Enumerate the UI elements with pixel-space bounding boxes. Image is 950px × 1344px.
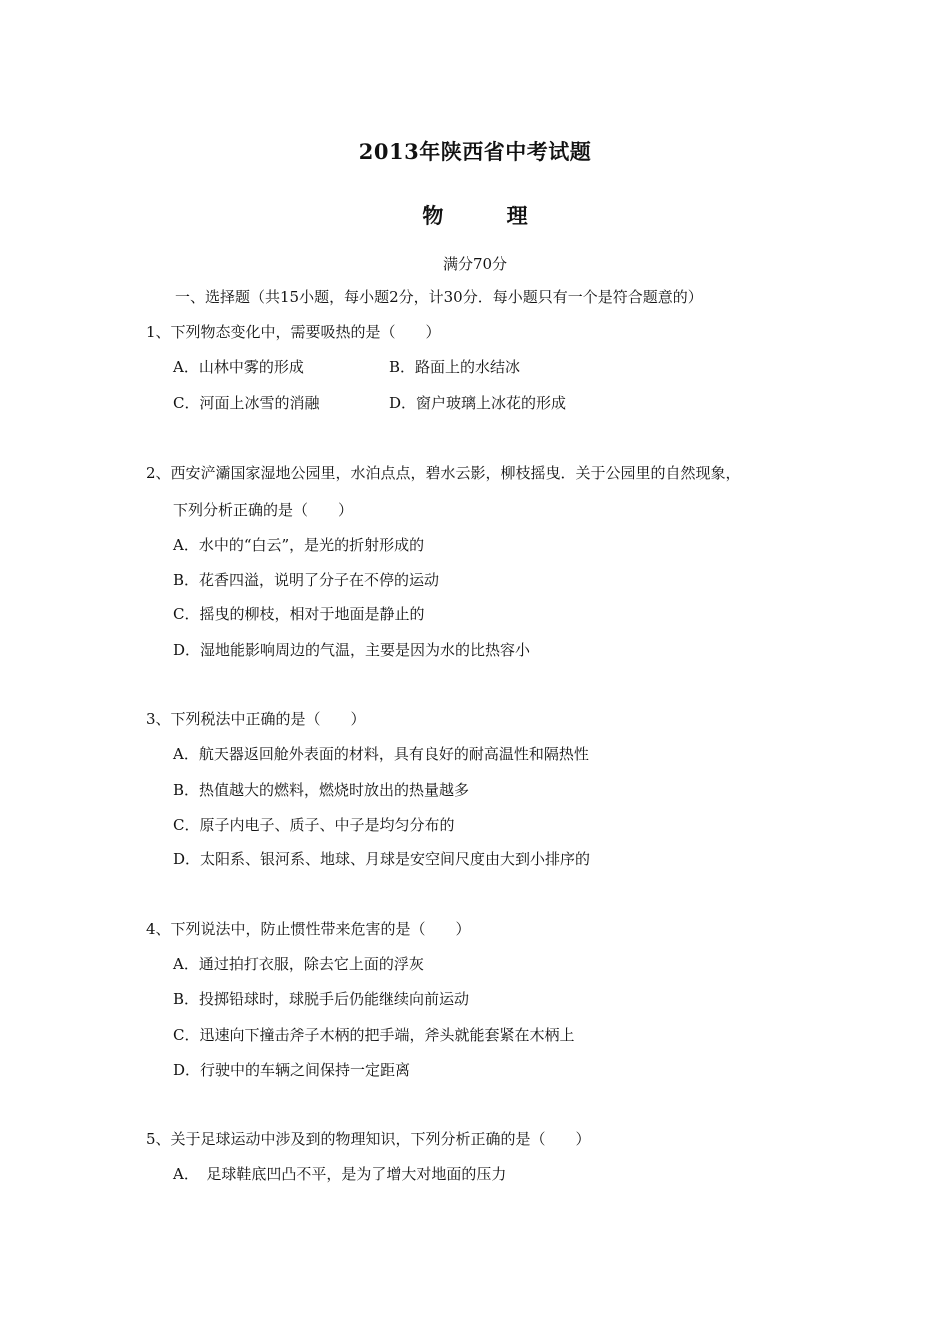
question-2-option-b: B．花香四溢，说明了分子在不停的运动 xyxy=(173,571,440,589)
question-3-option-b: B．热值越大的燃料，燃烧时放出的热量越多 xyxy=(173,781,470,799)
question-3-stem: 3、下列税法中正确的是（ ） xyxy=(146,710,366,728)
question-3-option-c: C．原子内电子、质子、中子是均匀分布的 xyxy=(173,816,455,834)
question-4-option-b: B．投掷铅球时，球脱手后仍能继续向前运动 xyxy=(173,990,470,1008)
question-2-option-c: C．摇曳的柳枝，相对于地面是静止的 xyxy=(173,605,425,623)
question-4-stem: 4、下列说法中，防止惯性带来危害的是（ ） xyxy=(146,920,471,938)
question-3-option-d: D．太阳系、银河系、地球、月球是安空间尺度由大到小排序的 xyxy=(173,850,591,868)
question-2-stem: 2、西安浐灞国家湿地公园里，水泊点点，碧水云影，柳枝摇曳．关于公园里的自然现象， xyxy=(146,464,741,482)
section-heading: 一、选择题（共15小题，每小题2分，计30分．每小题只有一个是符合题意的） xyxy=(175,288,703,306)
question-4-option-a: A．通过拍打衣服，除去它上面的浮灰 xyxy=(173,955,424,973)
question-5-option-a: A． 足球鞋底凹凸不平，是为了增大对地面的压力 xyxy=(173,1165,507,1183)
question-1-stem: 1、下列物态变化中，需要吸热的是（ ） xyxy=(146,323,441,341)
question-1-option-a: A．山林中雾的形成 xyxy=(173,358,304,376)
question-4-option-c: C．迅速向下撞击斧子木柄的把手端，斧头就能套紧在木柄上 xyxy=(173,1026,575,1044)
page-title: 2013年陕西省中考试题 xyxy=(358,139,592,164)
full-score: 满分70分 xyxy=(442,255,508,273)
question-3-option-a: A．航天器返回舱外表面的材料，具有良好的耐高温性和隔热性 xyxy=(173,745,589,763)
question-2-stem-continued: 下列分析正确的是（ ） xyxy=(173,501,354,519)
question-4-option-d: D．行驶中的车辆之间保持一定距离 xyxy=(173,1061,411,1079)
question-2-option-d: D．湿地能影响周边的气温，主要是因为水的比热容小 xyxy=(173,641,531,659)
question-1-option-b: B．路面上的水结冰 xyxy=(389,358,521,376)
question-1-option-c: C．河面上冰雪的消融 xyxy=(173,394,320,412)
question-1-option-d: D．窗户玻璃上冰花的形成 xyxy=(389,394,567,412)
question-2-option-a: A．水中的“白云”，是光的折射形成的 xyxy=(173,536,425,554)
question-5-stem: 5、关于足球运动中涉及到的物理知识，下列分析正确的是（ ） xyxy=(146,1130,591,1148)
subject-heading: 物 理 xyxy=(422,203,556,228)
